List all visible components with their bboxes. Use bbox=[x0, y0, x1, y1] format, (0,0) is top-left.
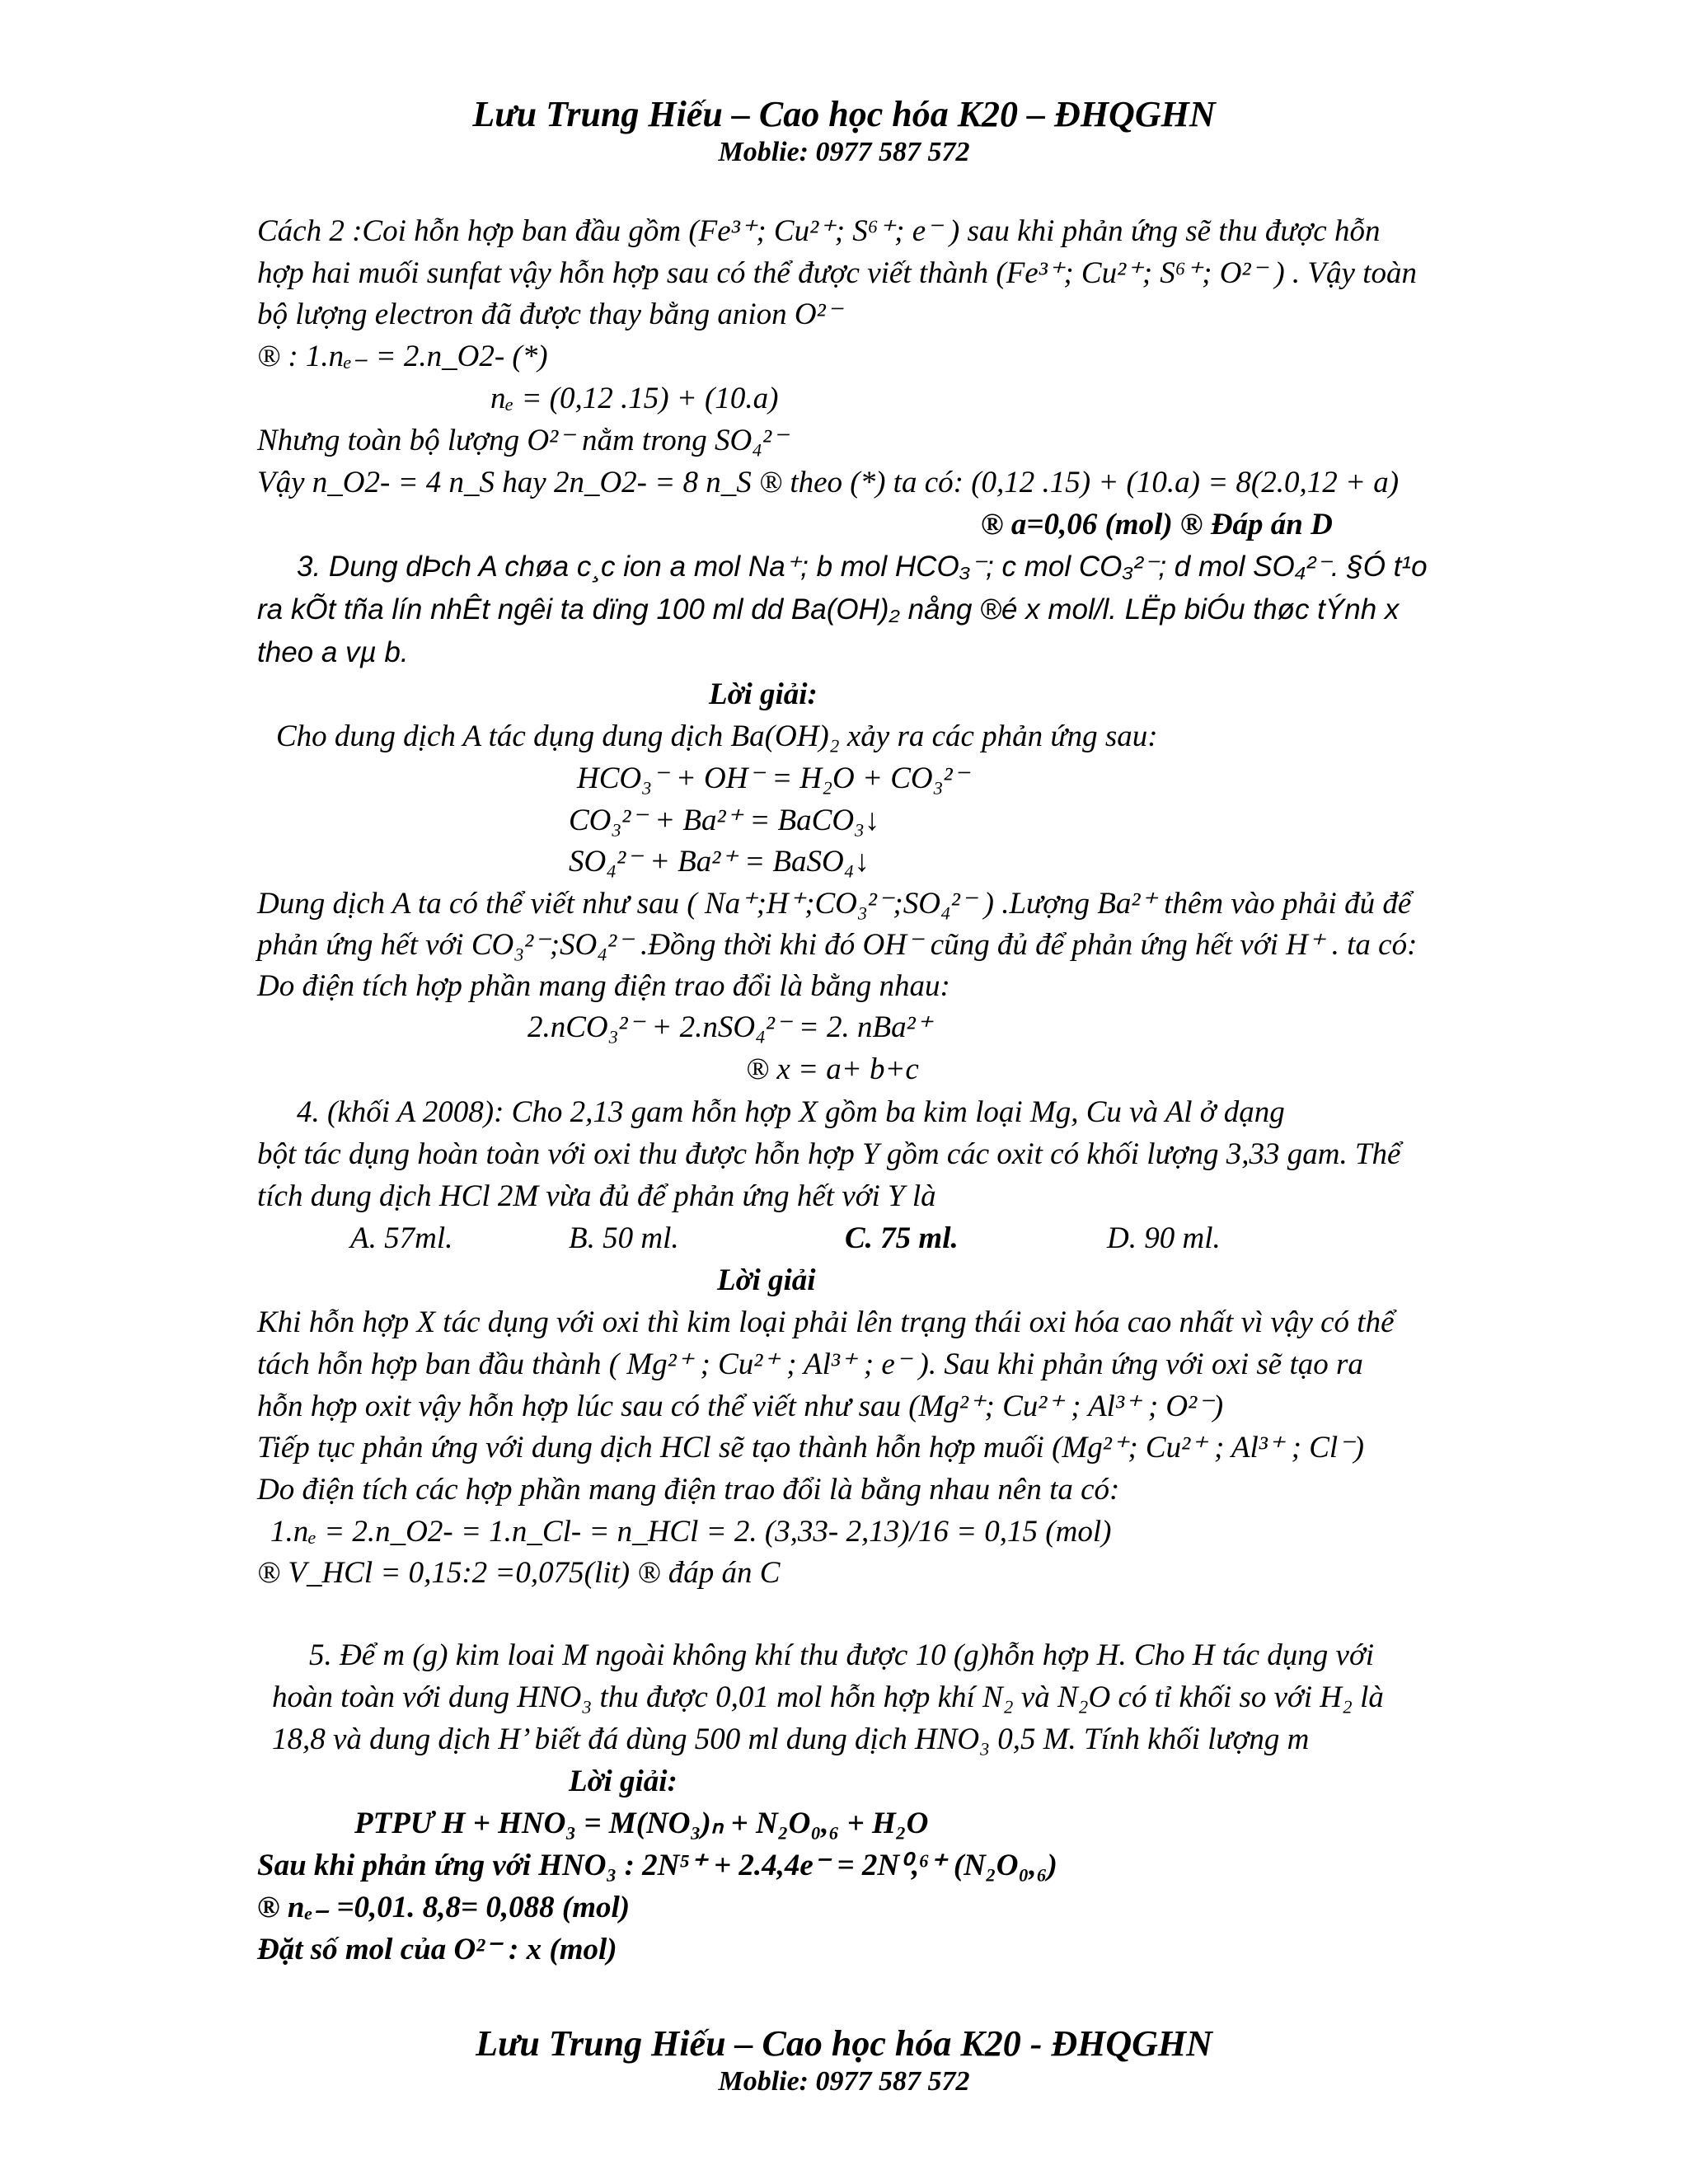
answer-line: ® V_HCl = 0,15:2 =0,075(lit) ® đáp án C bbox=[257, 1556, 781, 1590]
footer-title: Lưu Trung Hiếu – Cao học hóa K20 - ĐHQGHN bbox=[476, 2023, 1212, 2064]
question-3-line: theo a vµ b. bbox=[257, 636, 409, 668]
header-mobile: Moblie: 0977 587 572 bbox=[718, 137, 970, 167]
equation-line: ® nₑ₋ =0,01. 8,8= 0,088 (mol) bbox=[257, 1891, 631, 1924]
text-line: Dung dịch A ta có thể viết như sau ( Na⁺;H⁺;CO₃²⁻;SO₄²⁻ ) .Lượng Ba²⁺ thêm vào phải đủ để bbox=[257, 887, 1412, 921]
option-a: A. 57ml. bbox=[350, 1221, 453, 1255]
header-title: Lưu Trung Hiếu – Cao học hóa K20 – ĐHQGHN bbox=[472, 94, 1216, 134]
equation-line: 2.nCO₃²⁻ + 2.nSO₄²⁻ = 2. nBa²⁺ bbox=[528, 1010, 932, 1044]
text-line: hợp hai muối sunfat vậy hỗn hợp sau có thể được viết thành (Fe³⁺; Cu²⁺; S⁶⁺; O²⁻ ) . Vậy toàn bbox=[257, 256, 1417, 290]
equation-line: ® x = a+ b+c bbox=[746, 1052, 919, 1086]
text-line: Tiếp tục phản ứng với dung dịch HCl sẽ tạo thành hỗn hợp muối (Mg²⁺; Cu²⁺ ; Al³⁺ ; Cl⁻) bbox=[257, 1431, 1365, 1465]
question-4-line: bột tác dụng hoàn toàn với oxi thu được hỗn hợp Y gồm các oxit có khối lượng 3,33 gam. Thể bbox=[257, 1137, 1401, 1171]
text-line: Vậy n_O2- = 4 n_S hay 2n_O2- = 8 n_S ® theo (*) ta có: (0,12 .15) + (10.a) = 8(2.0,12 + a) bbox=[257, 466, 1400, 499]
solution-heading: Lời giải bbox=[717, 1263, 816, 1297]
equation-line: CO₃²⁻ + Ba²⁺ = BaCO₃↓ bbox=[569, 804, 880, 837]
footer-mobile: Moblie: 0977 587 572 bbox=[718, 2066, 970, 2097]
equation-line: HCO₃⁻ + OH⁻ = H₂O + CO₃²⁻ bbox=[577, 762, 969, 795]
solution-heading: Lời giải: bbox=[569, 1765, 678, 1798]
question-3-line: ra kÕt tña lín nhÊt ngêi ta dïng 100 ml dd Ba(OH)₂ nång ®é x mol/l. LËp biÓu thøc tÝnh x bbox=[257, 593, 1400, 626]
text-line: tách hỗn hợp ban đầu thành ( Mg²⁺ ; Cu²⁺ ; Al³⁺ ; e⁻ ). Sau khi phản ứng với oxi sẽ tạo ra bbox=[257, 1347, 1363, 1381]
question-5-line: 5. Để m (g) kim loai M ngoài không khí thu được 10 (g)hỗn hợp H. Cho H tác dụng với bbox=[309, 1638, 1375, 1672]
text-line: bộ lượng electron đã được thay bằng anion O²⁻ bbox=[257, 298, 842, 331]
equation-line: PTPƯ H + HNO₃ = M(NO₃)ₙ + N₂O₀,₆ + H₂O bbox=[354, 1807, 929, 1840]
option-d: D. 90 ml. bbox=[1107, 1221, 1221, 1255]
text-line: nₑ = (0,12 .15) + (10.a) bbox=[490, 382, 779, 415]
text-line: phản ứng hết với CO₃²⁻;SO₄²⁻ .Đồng thời khi đó OH⁻ cũng đủ để phản ứng hết với H⁺ . ta có: bbox=[257, 928, 1418, 962]
question-5-line: hoàn toàn với dung HNO₃ thu được 0,01 mol hỗn hợp khí N₂ và N₂O có tỉ khối so với H₂ là bbox=[272, 1680, 1384, 1714]
text-line: ® : 1.nₑ₋ = 2.n_O2- (*) bbox=[257, 340, 548, 373]
text-line: hỗn hợp oxit vậy hỗn hợp lúc sau có thể viết như sau (Mg²⁺; Cu²⁺ ; Al³⁺ ; O²⁻) bbox=[257, 1390, 1224, 1423]
equation-line: SO₄²⁻ + Ba²⁺ = BaSO₄↓ bbox=[569, 845, 870, 879]
question-4-line: 4. (khối A 2008): Cho 2,13 gam hỗn hợp X gồm ba kim loại Mg, Cu và Al ở dạng bbox=[297, 1095, 1285, 1129]
text-line: Cách 2 :Coi hỗn hợp ban đầu gồm (Fe³⁺; Cu²⁺; S⁶⁺; e⁻ ) sau khi phản ứng sẽ thu được hỗn bbox=[257, 214, 1381, 248]
text-line: Khi hỗn hợp X tác dụng với oxi thì kim loại phải lên trạng thái oxi hóa cao nhất vì vậy có thể bbox=[257, 1305, 1395, 1339]
equation-line: 1.nₑ = 2.n_O2- = 1.n_Cl- = n_HCl = 2. (3,33- 2,13)/16 = 0,15 (mol) bbox=[270, 1515, 1112, 1549]
option-c: C. 75 ml. bbox=[845, 1221, 959, 1255]
question-5-line: 18,8 và dung dịch H’ biết đá dùng 500 ml dung dịch HNO₃ 0,5 M. Tính khối lượng m bbox=[272, 1722, 1310, 1756]
question-3-line: 3. Dung dÞch A chøa c¸c ion a mol Na⁺; b mol HCO₃⁻; c mol CO₃²⁻; d mol SO₄²⁻. §Ó t¹o bbox=[297, 551, 1428, 583]
text-line: Đặt số mol của O²⁻ : x (mol) bbox=[257, 1933, 617, 1966]
equation-line: Sau khi phản ứng với HNO₃ : 2N⁵⁺ + 2.4,4e⁻ = 2N⁰,⁶⁺ (N₂O₀,₆) bbox=[257, 1849, 1057, 1882]
text-line: Nhưng toàn bộ lượng O²⁻ nằm trong SO₄²⁻ bbox=[257, 424, 788, 457]
text-line: Cho dung dịch A tác dụng dung dịch Ba(OH)₂ xảy ra các phản ứng sau: bbox=[276, 719, 1158, 753]
option-b: B. 50 ml. bbox=[569, 1221, 679, 1255]
text-line: Do điện tích các hợp phần mang điện trao đổi là bằng nhau nên ta có: bbox=[257, 1473, 1120, 1507]
answer-line: ® a=0,06 (mol) ® Đáp án D bbox=[981, 508, 1333, 541]
question-4-line: tích dung dịch HCl 2M vừa đủ để phản ứng hết với Y là bbox=[257, 1179, 936, 1213]
solution-heading: Lời giải: bbox=[709, 677, 818, 711]
text-line: Do điện tích hợp phần mang điện trao đổi là bằng nhau: bbox=[257, 969, 950, 1003]
